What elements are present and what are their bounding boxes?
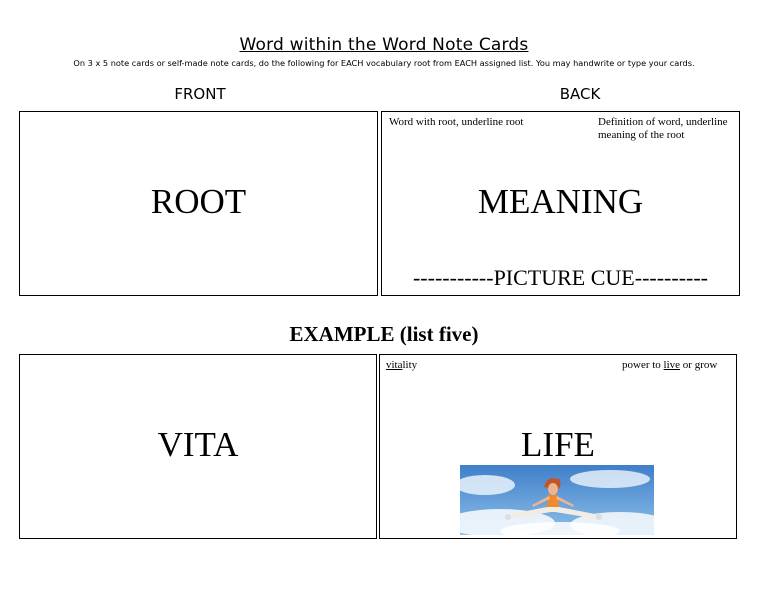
- instructions-text: On 3 x 5 note cards or self-made note cards, do the following for EACH vocabulary root from EACH assigned list. You may handwrite or type your cards.: [73, 58, 695, 68]
- example-meaning-label: LIFE: [521, 425, 595, 464]
- definition-instruction: Definition of word, underline meaning of the root: [598, 116, 728, 141]
- front-column-heading: FRONT: [174, 85, 226, 103]
- example-def-before: power to: [622, 359, 664, 371]
- meaning-label: MEANING: [477, 182, 644, 221]
- word-with-root-instruction: Word with root, underline root: [389, 116, 524, 128]
- jumping-woman-photo: [460, 465, 654, 535]
- example-word: [386, 359, 417, 372]
- back-column-heading: BACK: [559, 85, 601, 103]
- example-root-label: VITA: [157, 425, 239, 464]
- example-definition: [622, 359, 717, 372]
- template-back-card: [381, 111, 740, 296]
- page-title: Word within the Word Note Cards: [239, 35, 529, 55]
- example-front-card: [19, 354, 377, 539]
- example-word-root: vita: [386, 359, 403, 371]
- picture-cue-label: -----------PICTURE CUE----------: [412, 265, 709, 290]
- example-heading: EXAMPLE (list five): [289, 322, 479, 346]
- example-def-after: or grow: [680, 359, 718, 371]
- example-word-rest: lity: [402, 359, 418, 371]
- example-def-underlined: live: [663, 359, 681, 371]
- root-label: ROOT: [150, 182, 247, 221]
- template-front-card: [19, 111, 378, 296]
- example-back-card: [379, 354, 737, 539]
